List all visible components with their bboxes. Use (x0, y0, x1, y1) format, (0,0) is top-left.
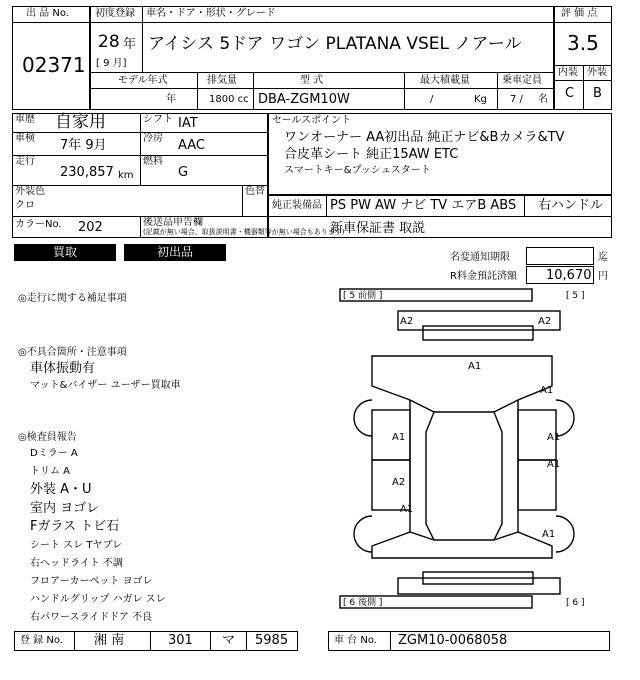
model-code: DBA-ZGM10W (258, 92, 350, 107)
reg-kana: マ (222, 633, 236, 648)
car-name-label: 車名・ドア・形状・グレード (146, 8, 276, 19)
displacement: 1800 cc (209, 94, 249, 105)
capacity-unit: 名 (538, 94, 548, 105)
sales-point-label: セールスポイント (272, 115, 352, 126)
first-reg-label: 初度登録 (95, 8, 135, 19)
ext-color: クロ (15, 200, 35, 211)
inspector-item: Fガラス トビ石 (30, 519, 120, 534)
max-load-label: 最大積載量 (420, 75, 470, 86)
inspector-title: ◎検査員報告 (18, 432, 77, 443)
color-no: 202 (78, 220, 103, 235)
diagram-rear-left: [ 6 後側 ] (343, 598, 383, 608)
fuel-label: 燃料 (143, 156, 163, 167)
model-year-label: モデル年式 (118, 75, 168, 86)
score: 3.5 (567, 31, 599, 55)
reg-class: 301 (168, 633, 193, 648)
equipment-label: 純正装備品 (272, 200, 322, 211)
damage-mark: A2 (538, 316, 552, 327)
defects-title: ◎不具合箇所・注意事項 (18, 347, 127, 358)
diagram-rear-right: [ 6 ] (566, 598, 585, 608)
diagram-front-right: [ 5 ] (566, 291, 585, 301)
history: 自家用 (55, 112, 106, 132)
displacement-label: 排気量 (207, 75, 237, 86)
inspector-item: シート スレ Tヤブレ (30, 540, 123, 551)
year-unit: 年 (123, 37, 137, 52)
color-no-label: カラーNo. (15, 219, 62, 230)
chassis-label: 車 台 No. (334, 635, 377, 646)
ac-label: 冷房 (143, 133, 163, 144)
history-label: 車歴 (15, 114, 35, 125)
damage-mark: A1 (392, 432, 406, 443)
mileage-unit: km (118, 170, 134, 181)
ext-color-label: 外装色 (15, 186, 45, 197)
first-listing-tag: 初出品 (124, 244, 226, 261)
capacity-label: 乗車定員 (502, 75, 542, 86)
inspection: 7年 9月 (60, 138, 107, 153)
sales-point-line: ワンオーナー AA初出品 純正ナビ&Bカメラ&TV (284, 130, 565, 145)
fuel: G (178, 165, 189, 180)
running-notes-title: ◎走行に関する補足事項 (18, 293, 127, 304)
reg-no-label: 登 録 No. (20, 635, 63, 646)
shift-label: シフト (143, 114, 173, 125)
mileage-label: 走行 (15, 156, 35, 167)
exterior-grade: B (593, 86, 602, 101)
warranty: 新車保証書 取説 (330, 221, 426, 236)
inspector-item: 右パワースライドドア 不良 (30, 612, 153, 623)
interior-grade: C (565, 86, 575, 101)
damage-mark: A2 (392, 477, 406, 488)
lot-no: 02371 (22, 53, 86, 77)
inspector-item: フロアーカーペット ヨゴレ (30, 576, 153, 587)
equipment-items: PS PW AW ナビ TV エアB ABS (330, 198, 517, 213)
first-reg-year: 28 (98, 32, 120, 52)
ac: AAC (178, 138, 205, 153)
reg-area: 湘 南 (94, 633, 125, 648)
shift: IAT (178, 116, 198, 131)
inspector-item: ハンドルグリップ ハガレ スレ (30, 594, 166, 605)
damage-mark: A2 (400, 316, 414, 327)
first-reg-month: [ 9 月] (96, 58, 127, 69)
steering: 右ハンドル (538, 198, 604, 213)
interior-label: 内装 (558, 67, 578, 78)
score-label: 評 価 点 (561, 8, 598, 19)
inspector-item: 右ヘッドライト 不調 (30, 558, 123, 569)
damage-mark: A1 (400, 504, 414, 515)
max-load: / (430, 94, 434, 105)
recycle-unit: 円 (598, 271, 608, 282)
aftermarket-note: (記載が無い場合、取扱説明書・機器類等が無い場合もあります) (143, 228, 345, 236)
inspector-item: 室内 ヨゴレ (30, 501, 100, 516)
model-label: 型 式 (300, 75, 324, 86)
damage-mark: A1 (540, 385, 554, 396)
inspector-item: 外装 A・U (30, 482, 92, 497)
model-year-unit: 年 (166, 94, 176, 105)
reg-number: 5985 (255, 633, 289, 648)
defect-item: マット&バイザー ユーザー買取車 (30, 380, 181, 391)
inspection-label: 車検 (15, 133, 35, 144)
inspector-item: Dミラー A (30, 448, 78, 459)
lot-no-label: 出 品 No. (26, 8, 69, 19)
aftermarket-label: 後送品申告欄 (143, 217, 203, 228)
diagram-front-left: [ 5 前側 ] (343, 291, 383, 301)
mileage: 230,857 (60, 165, 114, 180)
capacity: 7 / (510, 94, 523, 105)
recycle-label: R料金預託済額 (450, 271, 517, 282)
sales-point-line: 合皮革シート 純正15AW ETC (284, 147, 459, 162)
buy-tag: 買取 (14, 244, 116, 261)
car-name: アイシス 5ドア ワゴン PLATANA VSEL ノアール (148, 34, 522, 54)
sales-point-line: スマートキー&プッシュスタート (284, 165, 431, 176)
recycle-value: 10,670 (546, 268, 592, 283)
defect-item: 車体振動有 (30, 361, 96, 376)
color-change-label: 色替 (245, 186, 265, 197)
reg-change-unit: 迄 (598, 252, 608, 263)
inspector-item: トリム A (30, 466, 71, 477)
damage-mark: A1 (547, 459, 561, 470)
damage-mark: A1 (547, 432, 561, 443)
load-unit: Kg (474, 94, 487, 105)
chassis-no: ZGM10-0068058 (398, 633, 508, 648)
exterior-label: 外装 (587, 67, 607, 78)
damage-mark: A1 (468, 361, 482, 372)
damage-mark: A1 (542, 529, 556, 540)
reg-change-label: 名変通知期限 (450, 252, 510, 263)
